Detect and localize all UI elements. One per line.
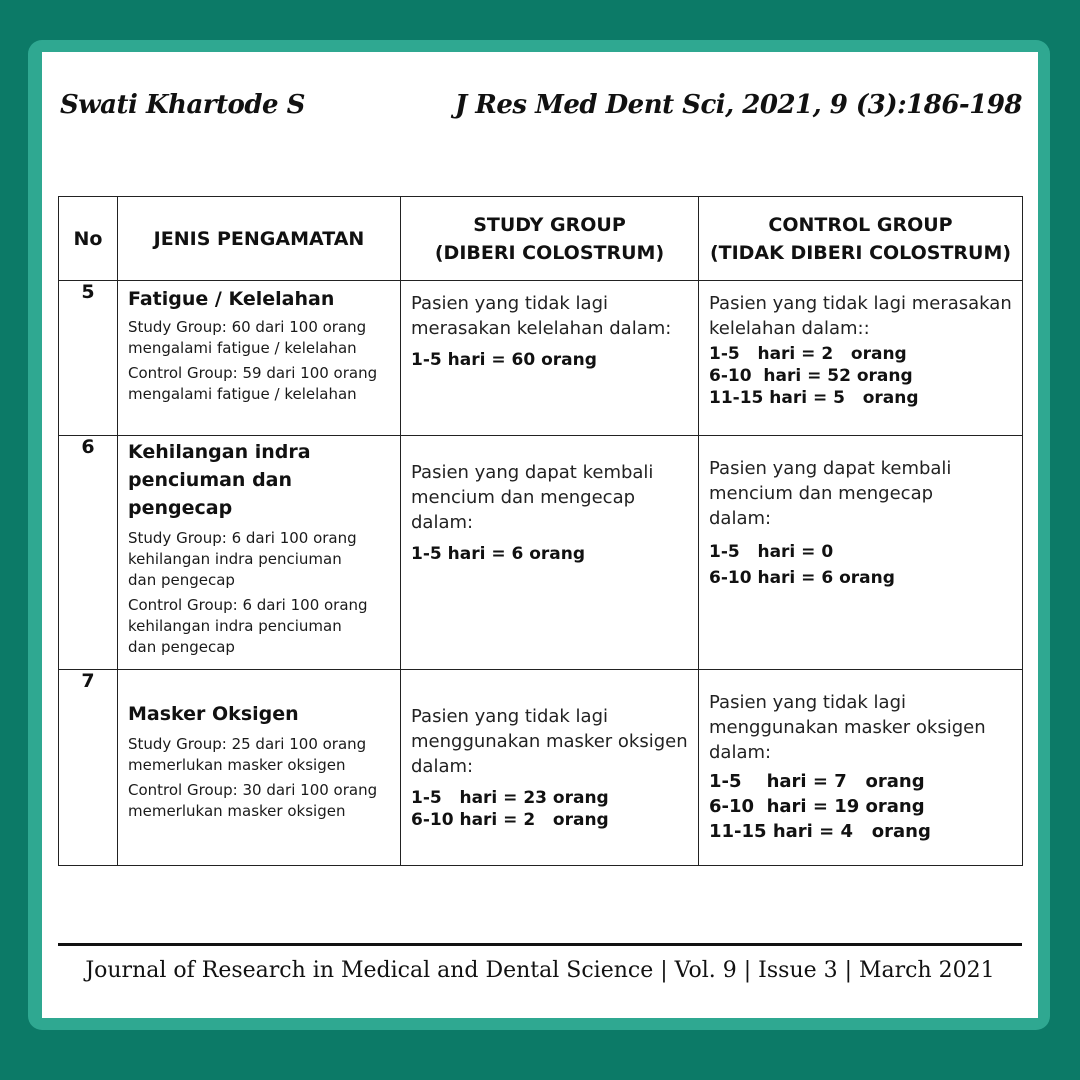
table-row [59, 436, 1023, 670]
row-number: 7 [59, 670, 118, 866]
control-group-cell [699, 670, 1023, 866]
control-description: Pasien yang tidak lagi menggunakan masker oksigen dalam: [709, 692, 986, 763]
col-header-observation: JENIS PENGAMATAN [118, 197, 401, 281]
row-number: 6 [59, 436, 118, 670]
control-result: 6-10 hari = 6 orang [709, 568, 895, 588]
control-group-subtitle: (TIDAK DIBERI COLOSTRUM) [709, 241, 1012, 264]
study-description: Pasien yang dapat kembali mencium dan mengecap dalam: [411, 462, 654, 533]
study-group-note: Study Group: 25 dari 100 orang memerlukan masker oksigen [128, 735, 367, 774]
study-group-title: STUDY GROUP [473, 213, 626, 236]
study-group-note: Study Group: 6 dari 100 orang kehilangan indra penciuman dan pengecap [128, 529, 357, 589]
study-group-cell [401, 281, 699, 436]
footer-divider [58, 943, 1022, 946]
journal-footer: Journal of Research in Medical and Dental Science | Vol. 9 | Issue 3 | March 2021 [85, 958, 995, 983]
study-group-cell [401, 436, 699, 670]
row-number: 5 [59, 281, 118, 436]
control-description: Pasien yang dapat kembali mencium dan mengecap dalam: [709, 458, 952, 529]
control-result: 1-5 hari = 0 [709, 542, 834, 562]
observation-title: Fatigue / Kelelahan [128, 288, 335, 310]
control-group-title: CONTROL GROUP [768, 213, 953, 236]
col-header-no: No [59, 197, 118, 281]
control-group-note: Control Group: 30 dari 100 orang memerlukan masker oksigen [128, 781, 378, 820]
control-group-note: Control Group: 59 dari 100 orang mengalami fatigue / kelelahan [128, 364, 378, 403]
control-group-cell [699, 436, 1023, 670]
control-group-note: Control Group: 6 dari 100 orang kehilangan indra penciuman dan pengecap [128, 596, 368, 656]
control-description: Pasien yang tidak lagi merasakan kelelahan dalam:: [709, 293, 1012, 339]
observation-cell [118, 670, 401, 866]
study-group-subtitle: (DIBERI COLOSTRUM) [434, 241, 665, 264]
observation-table [58, 196, 1023, 866]
table-row [59, 670, 1023, 866]
control-result: 6-10 hari = 52 orang [709, 366, 913, 386]
control-result: 11-15 hari = 4 orang [709, 821, 931, 842]
table-row [59, 281, 1023, 436]
study-group-cell [401, 670, 699, 866]
col-header-study-group [401, 197, 699, 281]
observation-cell [118, 281, 401, 436]
study-result: 6-10 hari = 2 orang [411, 810, 609, 830]
control-group-cell [699, 281, 1023, 436]
control-result: 1-5 hari = 7 orang [709, 771, 925, 792]
table-header-row [59, 197, 1023, 281]
study-description: Pasien yang tidak lagi menggunakan masker oksigen dalam: [411, 706, 688, 777]
citation-header: J Res Med Dent Sci, 2021, 9 (3):186-198 [454, 90, 1022, 120]
author-header: Swati Khartode S [60, 90, 305, 120]
control-result: 11-15 hari = 5 orang [709, 388, 919, 408]
control-result: 1-5 hari = 2 orang [709, 344, 907, 364]
observation-title: Masker Oksigen [128, 703, 299, 725]
study-result: 1-5 hari = 6 orang [411, 544, 586, 564]
study-description: Pasien yang tidak lagi merasakan kelelahan dalam: [411, 293, 672, 339]
observation-cell [118, 436, 401, 670]
control-result: 6-10 hari = 19 orang [709, 796, 925, 817]
study-group-note: Study Group: 60 dari 100 orang mengalami fatigue / kelelahan [128, 318, 367, 357]
study-result: 1-5 hari = 23 orang [411, 788, 609, 808]
observation-title: Kehilangan indra penciuman dan pengecap [128, 441, 311, 519]
study-result: 1-5 hari = 60 orang [411, 350, 597, 370]
col-header-control-group [699, 197, 1023, 281]
